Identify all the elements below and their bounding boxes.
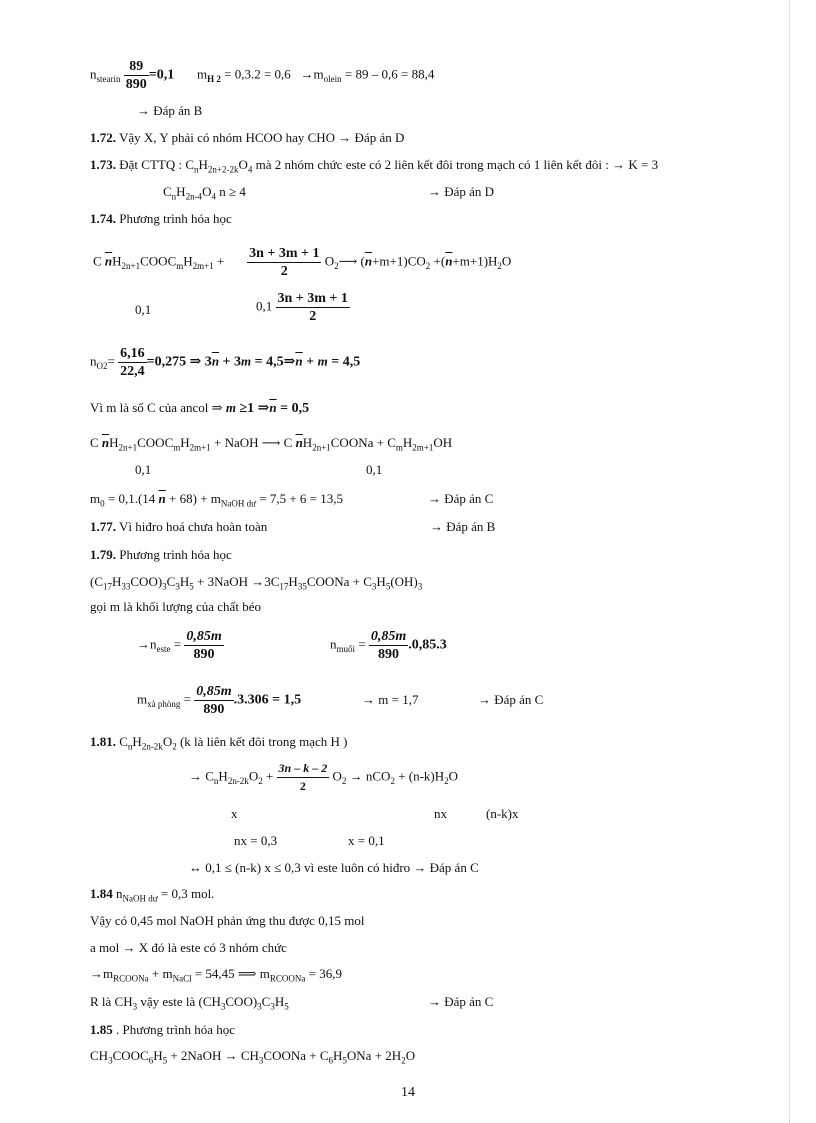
text: Đặt CTTQ : C	[116, 157, 194, 172]
text: H	[132, 734, 142, 749]
text: Vì hiđro hoá chưa hoàn toàn	[116, 519, 268, 534]
text: H	[112, 253, 122, 269]
value: .0,85.3	[408, 637, 447, 653]
sub: 6	[328, 1055, 334, 1066]
text: H	[112, 574, 122, 589]
q174-title	[90, 211, 232, 227]
text: → C	[189, 768, 214, 784]
text: C	[116, 734, 128, 749]
text: O	[329, 768, 342, 784]
frac-num: 6,16	[120, 346, 145, 361]
answer: → Đáp án B	[430, 519, 496, 534]
text: COOC	[137, 435, 174, 450]
sub: 35	[297, 581, 307, 592]
sub: 3	[270, 1001, 275, 1012]
q185-eq	[90, 1048, 415, 1064]
mol: x	[231, 806, 238, 821]
sub: 2m+1	[192, 261, 214, 272]
text: +m+1)H	[452, 253, 498, 269]
q179-nmuoi	[330, 628, 447, 663]
text: H	[302, 435, 313, 450]
page-border-right	[789, 0, 790, 1123]
arrow: ⟶	[338, 253, 358, 269]
sub: este	[156, 644, 171, 655]
sub: 2n+1	[121, 261, 141, 272]
mol: 0,1	[135, 302, 152, 317]
text: (	[357, 253, 365, 269]
q172	[90, 130, 404, 146]
answer: → Đáp án C	[478, 692, 544, 707]
sub: H 2	[207, 74, 221, 85]
sub: 4	[211, 191, 216, 202]
sub: 2m+1	[412, 442, 434, 453]
sub: 5	[385, 581, 391, 592]
text: H	[180, 435, 190, 450]
text: mà 2 nhóm chức este có 2 liên kết đôi trong mạch có 1 liên kết đôi : → K = 3	[252, 157, 659, 172]
text: H	[288, 574, 298, 589]
sub: 0	[100, 498, 105, 509]
text: Vậy X, Y phải có nhóm HCOO hay CHO → Đáp án D	[116, 130, 405, 145]
sub: m	[176, 261, 184, 272]
sub: NaCl	[172, 973, 192, 984]
text: COONa + C	[306, 574, 372, 589]
text: n ≥ 4	[215, 184, 246, 199]
value: =0,1	[148, 67, 175, 83]
answer: → Đáp án D	[428, 184, 495, 199]
text: +m+1)CO	[372, 253, 426, 269]
value: = 4,5	[327, 354, 361, 370]
value: ≥1 ⇒	[235, 401, 270, 416]
frac-num: 0,85m	[186, 629, 222, 644]
question-number: 1.73.	[90, 157, 116, 172]
text: x = 0,1	[348, 833, 385, 848]
answer: → Đáp án C	[428, 491, 494, 506]
sub: 5	[162, 1055, 168, 1066]
question-number: 1.72.	[90, 130, 116, 145]
text: H	[179, 574, 190, 589]
line-stearin	[90, 58, 434, 93]
text: Phương trình hóa học	[116, 211, 232, 226]
sub: 2n-4	[185, 191, 203, 202]
sub: 3	[220, 1001, 226, 1012]
sub: 2	[258, 776, 263, 787]
sub: 33	[121, 581, 131, 592]
text: C	[163, 184, 172, 199]
text: =	[107, 353, 119, 369]
sub: 2m+1	[189, 442, 211, 453]
text: m	[137, 691, 148, 707]
text: →m	[300, 66, 324, 82]
text: ONa + 2H	[346, 1048, 402, 1063]
mol: (n-k)x	[486, 806, 519, 821]
sub: 3	[257, 1001, 262, 1012]
sub: 4	[247, 164, 253, 175]
q174-mol2	[256, 290, 350, 325]
text: m	[196, 66, 208, 82]
n-bar: $\overline{n}$	[364, 253, 373, 269]
sub: 3	[371, 581, 377, 592]
n-bar: $\overline{n}$	[295, 353, 303, 369]
text: Vì m là số C của ancol ⇒	[90, 400, 226, 415]
text: 0,1	[256, 298, 273, 314]
sub: 3	[258, 1055, 264, 1066]
q173-line2	[163, 184, 246, 200]
sub: 5	[284, 1001, 289, 1012]
sub: m	[173, 442, 181, 453]
sub: 2	[444, 776, 449, 787]
n-bar: $\overline{n}$	[295, 435, 303, 450]
q179-neste	[137, 628, 224, 663]
sub: 17	[279, 581, 289, 592]
text: +	[262, 768, 277, 784]
mol: 0,1	[135, 462, 152, 477]
value: = 4,5⇒	[251, 354, 296, 370]
fraction	[276, 290, 350, 325]
sub: 3	[132, 1001, 138, 1012]
text: = 7,5 + 6 = 13,5	[256, 491, 344, 506]
q177	[90, 519, 267, 535]
text: O	[321, 253, 335, 269]
frac-den: 2	[277, 777, 330, 795]
sub: 2	[103, 361, 108, 372]
fraction	[184, 628, 223, 663]
text: COOC	[112, 1048, 149, 1063]
text: H	[183, 253, 193, 269]
text: Phương trình hóa học	[116, 547, 232, 562]
sub: O	[96, 361, 103, 372]
sub: 2	[497, 261, 502, 272]
text: + 3NaOH →3C	[193, 574, 280, 589]
text: H	[274, 994, 285, 1009]
text: (C	[90, 574, 103, 589]
text: O	[248, 768, 259, 784]
sub: RCOONa	[269, 973, 306, 984]
n-bar: $\overline{n}$	[104, 253, 113, 269]
text: = 36,9	[305, 966, 343, 981]
sub: 6	[148, 1055, 154, 1066]
text: H	[402, 435, 413, 450]
q184-l4	[90, 966, 342, 982]
question-number: 1.74.	[90, 211, 116, 226]
text: . Phương trình hóa học	[112, 1022, 235, 1037]
text: O	[202, 184, 212, 199]
text: H	[376, 574, 386, 589]
text: + 2NaOH → CH	[167, 1048, 259, 1063]
text: O	[162, 734, 173, 749]
frac-den: 890	[184, 645, 223, 663]
q174-nO2	[90, 345, 360, 380]
text: → m = 1,7	[362, 692, 419, 707]
frac-num: 89	[129, 59, 144, 74]
sub: 3	[162, 581, 167, 592]
sub: NaOH dư	[122, 893, 158, 904]
q173	[90, 157, 658, 173]
text-line: a mol → X đó là este có 3 nhóm chức	[90, 940, 287, 955]
text: O	[501, 253, 512, 269]
text: vậy este là (CH	[137, 994, 221, 1009]
text: + 68) + m	[165, 491, 221, 506]
text: + NaOH ⟶ C	[210, 435, 296, 450]
sub: 3	[108, 1055, 113, 1066]
text: n	[90, 353, 97, 369]
text: C	[166, 574, 176, 589]
question-number: 1.85	[90, 1022, 113, 1037]
text: + m	[148, 966, 173, 981]
sub: 2	[172, 741, 177, 752]
text: m	[90, 491, 101, 506]
text: = 54,45 ⟹ m	[191, 966, 270, 981]
question-number: 1.81.	[90, 734, 116, 749]
q184-l5	[90, 994, 289, 1010]
sub: 17	[103, 581, 112, 592]
n-bar: $\overline{n}$	[445, 253, 453, 269]
sub: 2	[334, 261, 339, 272]
mol: 0,1	[366, 462, 383, 477]
value: .3.306 = 1,5	[233, 692, 302, 708]
question-number: 1.84	[90, 886, 113, 901]
q184-title	[90, 886, 214, 902]
text: n	[90, 66, 97, 82]
fraction	[118, 345, 147, 380]
text: R là CH	[90, 994, 133, 1009]
m-var: m	[317, 353, 328, 369]
sub: n	[171, 191, 177, 202]
text-line: ↔ 0,1 ≤ (n-k) x ≤ 0,3 vì este luôn có hiđro → Đáp án C	[189, 860, 479, 875]
fraction	[369, 628, 408, 663]
text: H	[333, 1048, 343, 1063]
sub: 2n+2-2k	[207, 164, 239, 175]
text: n	[330, 636, 337, 652]
sub: stearin	[96, 74, 121, 85]
text: O	[238, 157, 248, 172]
text-line: gọi m là khối lượng của chất béo	[90, 599, 261, 614]
q174-reaction	[93, 245, 511, 280]
sub: 3	[175, 581, 180, 592]
n-bar: $\overline{n}$	[211, 353, 220, 369]
value: +	[302, 354, 318, 370]
n-bar: $\overline{n}$	[158, 491, 166, 506]
sub: n	[127, 741, 133, 752]
text: C	[90, 435, 102, 450]
text: =	[180, 691, 195, 707]
text: nx = 0,3	[234, 833, 278, 848]
n-bar: $\overline{n}$	[269, 400, 277, 415]
frac-num: 3n + 3m + 1	[249, 246, 320, 261]
answer: → Đáp án C	[428, 994, 494, 1009]
sub: 2n-2k	[141, 741, 163, 752]
text: = 0,1.(14	[104, 491, 159, 506]
sub: 2n-2k	[227, 776, 249, 787]
fraction	[194, 683, 233, 718]
mol: nx	[434, 806, 447, 821]
sub: olein	[323, 74, 342, 85]
sub: 2	[390, 776, 395, 787]
text: n	[112, 886, 123, 901]
text: H	[176, 184, 186, 199]
fraction	[277, 760, 330, 795]
text: →n	[137, 636, 157, 652]
sub: n	[194, 164, 199, 175]
q174-vi	[90, 400, 309, 417]
sub: 3	[417, 581, 423, 592]
text: OH	[433, 435, 453, 450]
text-line: Vậy có 0,45 mol NaOH phản ứng thu được 0,15 mol	[90, 913, 365, 928]
m-var: m	[241, 353, 252, 369]
text: =	[170, 636, 185, 652]
frac-den: 890	[369, 645, 408, 663]
frac-den: 2	[247, 262, 321, 280]
text: = 89 – 0,6 = 88,4	[341, 66, 435, 82]
value: =0,275 ⇒ 3	[146, 354, 212, 370]
sub: 5	[342, 1055, 347, 1066]
frac-num: 0,85m	[370, 629, 407, 644]
text: COO)	[225, 994, 258, 1009]
sub: 5	[189, 581, 194, 592]
value: + 3	[219, 354, 242, 370]
text: CH	[90, 1048, 109, 1063]
frac-den: 890	[125, 77, 147, 92]
q179-title	[90, 547, 232, 563]
q174-m0	[90, 491, 343, 507]
text: O	[448, 768, 459, 784]
text: = 0,3 mol.	[157, 886, 215, 901]
value: = 0,5	[276, 401, 310, 416]
text: O	[405, 1048, 416, 1063]
sub: RCOONa	[113, 973, 149, 984]
frac-den: 890	[194, 700, 233, 718]
sub: 2n+1	[118, 442, 138, 453]
q174-reaction2	[90, 435, 452, 451]
n-bar: $\overline{n}$	[101, 435, 110, 450]
frac-den: 2	[276, 307, 350, 325]
text: H	[153, 1048, 163, 1063]
text: COO)	[130, 574, 163, 589]
sub: muối	[336, 644, 356, 655]
text: (k là liên kết đôi trong mạch H )	[176, 734, 348, 749]
sub: n	[213, 776, 219, 787]
text: C	[93, 253, 105, 269]
q185-title	[90, 1022, 235, 1038]
text: =	[355, 636, 369, 652]
text: → nCO	[346, 768, 391, 784]
text: H	[109, 435, 119, 450]
frac-num: 3n – k – 2	[278, 761, 328, 775]
sub: 2	[341, 776, 347, 787]
text: +	[213, 253, 228, 269]
text: H	[218, 768, 228, 784]
frac-num: 0,85m	[196, 684, 232, 699]
text: COOC	[140, 253, 177, 269]
text: = 0,3.2 = 0,6	[220, 66, 291, 82]
text: + (n-k)H	[394, 768, 445, 784]
frac-num: 3n + 3m + 1	[277, 291, 348, 306]
sub: xà phòng	[147, 699, 181, 710]
sub: NaOH dư	[220, 498, 257, 509]
m-var: m	[225, 400, 236, 415]
frac-den: 22,4	[120, 364, 145, 379]
fraction	[124, 58, 149, 93]
text: COONa + C	[263, 1048, 329, 1063]
text: H	[198, 157, 208, 172]
question-number: 1.79.	[90, 547, 116, 562]
sub: 2	[401, 1055, 406, 1066]
fraction	[247, 245, 321, 280]
question-number: 1.77.	[90, 519, 116, 534]
q181-reaction	[189, 760, 458, 795]
text: →m	[90, 966, 114, 981]
sub: m	[395, 442, 403, 453]
q179-mxp	[137, 683, 301, 718]
text: C	[261, 994, 271, 1009]
text: COONa + C	[330, 435, 396, 450]
text: +(	[430, 253, 446, 269]
page-number: 14	[401, 1085, 415, 1100]
q181-title	[90, 734, 347, 750]
text: (OH)	[390, 574, 418, 589]
answer-line: → Đáp án B	[137, 103, 203, 118]
sub: 2	[425, 261, 431, 272]
q179-eq	[90, 574, 422, 590]
sub: 2n+1	[312, 442, 331, 453]
